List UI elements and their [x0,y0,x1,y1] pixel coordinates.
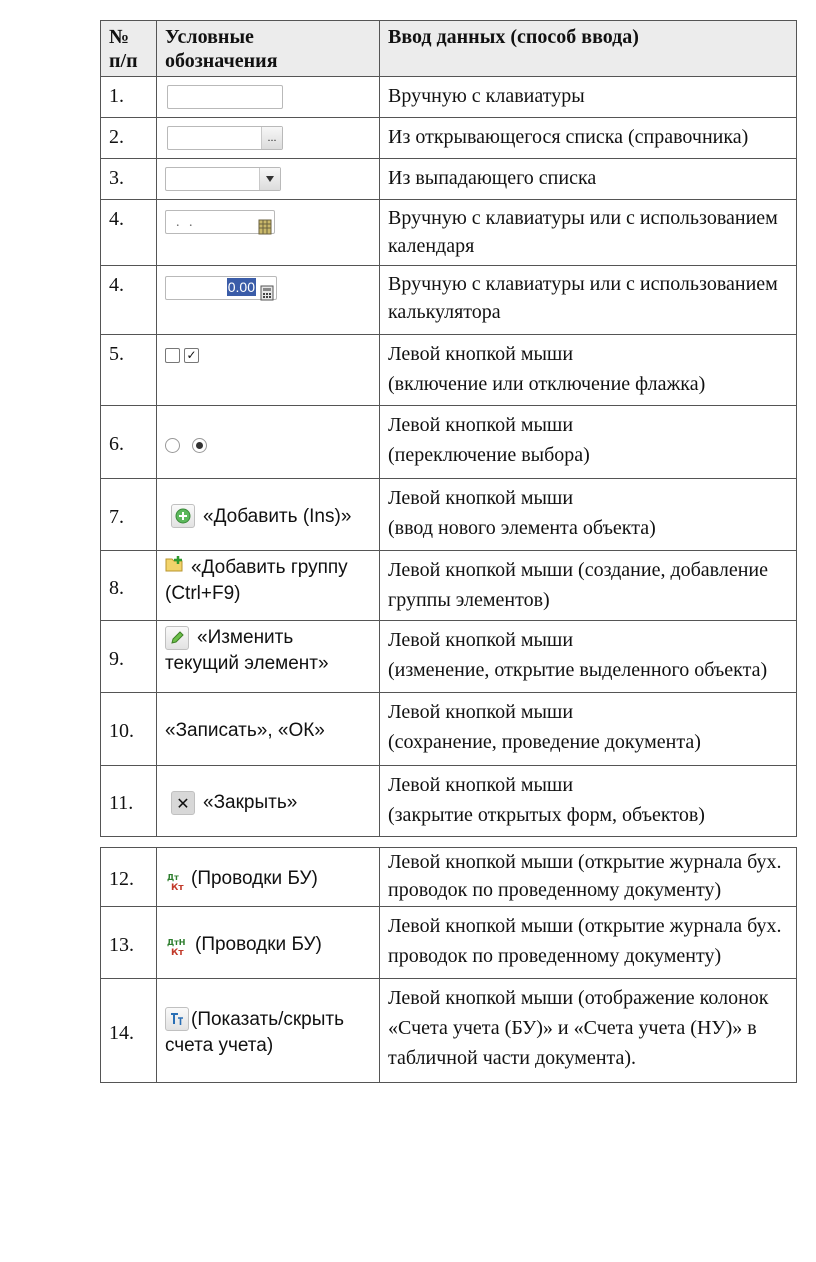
desc-line-1: Левой кнопкой мыши [388,629,574,651]
row-desc: Вручную с клавиатуры или с использованием календаря [380,200,797,266]
postings-icon-dt: Дт [167,872,179,882]
postings-icon[interactable] [165,867,185,891]
desc-line-1: Левой кнопкой мыши [388,701,574,723]
close-icon[interactable]: ✕ [171,791,195,815]
table-row [101,848,797,907]
row-symbol [157,621,380,693]
row-num: 10. [101,693,157,766]
postings-tax-icon-kt: Кт [171,948,184,959]
table-row [101,159,797,200]
row-symbol [157,77,380,118]
row-desc: Вручную с клавиатуры [380,77,797,118]
add-group-icon[interactable] [165,555,185,581]
row-num: 6. [101,406,157,479]
header-symbols: Условные обозначения [157,21,380,77]
date-field[interactable] [165,210,275,234]
postings-icon-kt: Кт [171,882,184,893]
reference-field[interactable] [167,126,283,150]
close-label: «Закрыть» [203,792,298,813]
table-row [101,979,797,1083]
radio-unselected[interactable] [165,438,180,453]
row-desc [380,693,797,766]
row-num: 3. [101,159,157,200]
table-row [101,335,797,406]
table-row [101,766,797,837]
row-desc: Левой кнопкой мыши (создание, добавление группы элементов) [380,551,797,621]
row-desc [380,479,797,551]
row-num: 7. [101,479,157,551]
row-num: 8. [101,551,157,621]
row-desc: Левой кнопкой мыши (отображение колонок «Счета учета (БУ)» и «Счета учета (НУ)» в табличной части документа). [380,979,797,1083]
row-symbol [157,479,380,551]
ellipsis-button[interactable]: ... [261,127,282,149]
row-desc [380,406,797,479]
row-desc: Из выпадающего списка [380,159,797,200]
chevron-down-icon[interactable] [259,168,280,190]
edit-label: «Изменить текущий элемент» [165,627,329,674]
row-num: 12. [101,848,157,907]
table-row [101,479,797,551]
checkbox-checked[interactable]: ✓ [184,348,199,363]
add-icon[interactable] [171,504,195,528]
row-symbol [157,335,380,406]
row-desc [380,335,797,406]
row-num: 4. [101,200,157,266]
row-num: 5. [101,335,157,406]
row-desc: Из открывающегося списка (справочника) [380,118,797,159]
postings-tax-icon-dt: ДтН [167,938,186,948]
row-symbol [157,848,380,907]
add-group-label: «Добавить группу (Ctrl+F9) [165,557,348,605]
row-num: 1. [101,77,157,118]
desc-line-2: (изменение, открытие выделенного объекта) [388,659,768,681]
desc-line-2: (закрытие открытых форм, объектов) [388,804,705,826]
calendar-icon[interactable] [258,214,272,244]
date-field-text: . . [176,215,196,231]
table-row [101,77,797,118]
row-num: 2. [101,118,157,159]
row-desc: Левой кнопкой мыши (открытие журнала бух. проводок по проведенному документу) [380,848,797,907]
row-num: 13. [101,907,157,979]
number-field[interactable] [165,276,277,300]
desc-line-2: (переключение выбора) [388,444,590,466]
row-symbol [157,118,380,159]
desc-line-1: Левой кнопкой мыши [388,774,574,796]
postings-label: (Проводки БУ) [191,868,318,889]
show-accounts-label: (Показать/скрыть счета учета) [165,1008,345,1056]
calculator-icon[interactable] [260,280,274,310]
header-num: № п/п [101,21,157,77]
dropdown-field[interactable] [165,167,281,191]
table-row [101,200,797,266]
row-symbol [157,766,380,837]
desc-line-1: Левой кнопкой мыши [388,343,574,365]
row-num: 9. [101,621,157,693]
text-field[interactable] [167,85,283,109]
row-symbol [157,159,380,200]
desc-line-2: (включение или отключение флажка) [388,373,706,395]
row-num: 14. [101,979,157,1083]
row-symbol [157,979,380,1083]
table-row [101,621,797,693]
header-row [101,21,797,77]
table-row [101,551,797,621]
legend-table [100,20,797,1083]
edit-icon[interactable] [165,626,189,650]
row-desc: Вручную с клавиатуры или с использованием калькулятора [380,266,797,335]
row-desc [380,766,797,837]
table-row [101,266,797,335]
postings-label: (Проводки БУ) [195,933,322,955]
table-row [101,693,797,766]
table-row [101,406,797,479]
show-accounts-icon[interactable] [165,1007,189,1031]
radio-selected[interactable] [192,438,207,453]
checkbox-unchecked[interactable] [165,348,180,363]
table-row [101,907,797,979]
row-symbol: «Записать», «ОК» [157,693,380,766]
row-symbol [157,266,380,335]
row-num: 11. [101,766,157,837]
desc-line-1: Левой кнопкой мыши [388,414,574,436]
desc-line-2: (сохранение, проведение документа) [388,731,701,753]
row-symbol [157,406,380,479]
desc-line-1: Левой кнопкой мыши [388,487,574,509]
desc-line-2: (ввод нового элемента объекта) [388,517,656,539]
row-symbol [157,200,380,266]
number-field-value: 0.00 [227,279,255,296]
table-row [101,118,797,159]
row-symbol [157,551,380,621]
row-num: 4. [101,266,157,335]
header-input: Ввод данных (способ ввода) [380,21,797,77]
row-symbol [157,907,380,979]
add-label: «Добавить (Ins)» [203,505,352,527]
row-desc [380,621,797,693]
row-desc: Левой кнопкой мыши (открытие журнала бух. проводок по проведенному документу) [380,907,797,979]
postings-tax-icon[interactable] [165,932,189,959]
page-break [101,837,797,848]
